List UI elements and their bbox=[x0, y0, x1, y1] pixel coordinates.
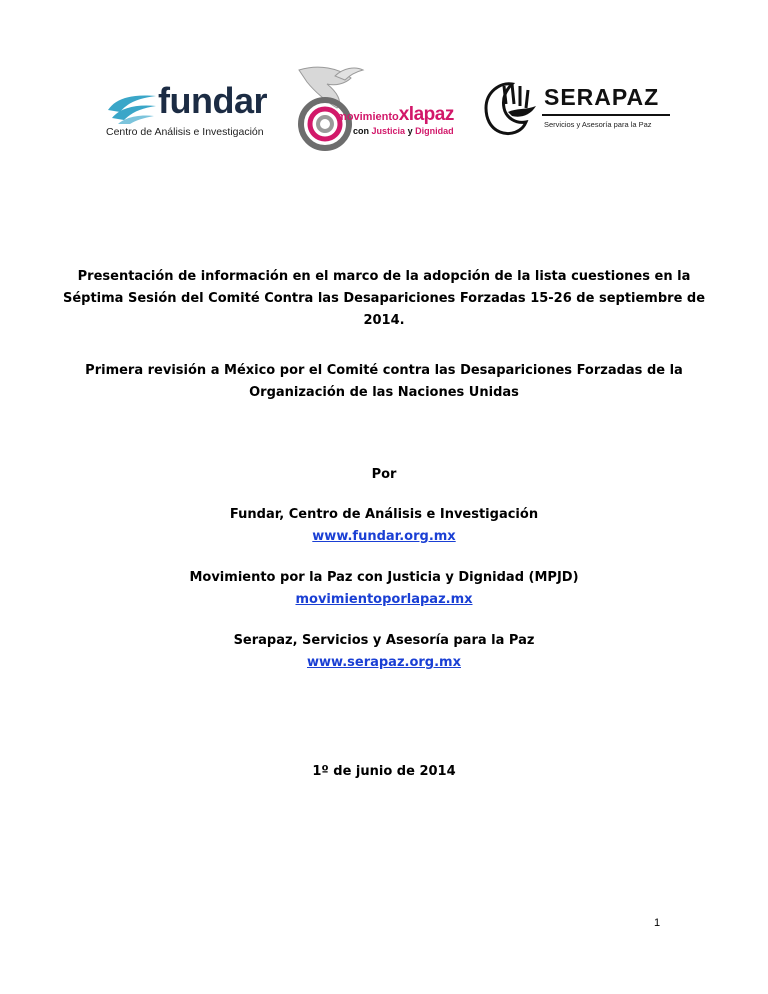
org-name: Fundar, Centro de Análisis e Investigación bbox=[229, 507, 539, 522]
mpjd-movimiento: movimiento bbox=[337, 111, 399, 123]
mpjd-y: y bbox=[407, 126, 413, 136]
mpjd-wordmark bbox=[337, 104, 454, 126]
fundar-tagline: Centro de Análisis e Investigación bbox=[106, 126, 264, 138]
mpjd-justicia: Justicia bbox=[371, 126, 406, 136]
title-line-3: 2014. bbox=[363, 313, 405, 328]
serapaz-wordmark: SERAPAZ bbox=[544, 84, 660, 110]
fundar-logo bbox=[106, 82, 268, 142]
mpjd-tagline bbox=[353, 126, 454, 136]
title-line-1: Presentación de información en el marco de la adopción de la lista cuestiones en la bbox=[77, 269, 691, 284]
serapaz-logo bbox=[482, 76, 672, 146]
logo-bar bbox=[0, 62, 768, 154]
serapaz-tagline: Servicios y Asesoría para la Paz bbox=[544, 120, 652, 129]
mpjd-xlapaz: xlapaz bbox=[398, 104, 454, 125]
org-fundar bbox=[0, 504, 768, 548]
mpjd-con: con bbox=[353, 126, 370, 136]
org-link[interactable]: www.serapaz.org.mx bbox=[307, 655, 461, 670]
by-label: Por bbox=[371, 467, 397, 482]
org-link[interactable]: www.fundar.org.mx bbox=[312, 529, 456, 544]
document-date: 1º de junio de 2014 bbox=[312, 764, 456, 779]
mpjd-dignidad: Dignidad bbox=[415, 126, 454, 136]
serapaz-hand-dove-icon bbox=[482, 78, 542, 140]
title-line-2: Séptima Sesión del Comité Contra las Desapariciones Forzadas 15-26 de septiembre de bbox=[62, 291, 706, 306]
page-number: 1 bbox=[654, 917, 661, 929]
org-serapaz bbox=[0, 630, 768, 674]
mpjd-logo bbox=[289, 62, 459, 154]
subtitle-line-2: Organización de las Naciones Unidas bbox=[249, 385, 519, 400]
subtitle-line-1: Primera revisión a México por el Comité contra las Desapariciones Forzadas de la bbox=[85, 363, 683, 378]
org-mpjd bbox=[0, 567, 768, 611]
document-title bbox=[0, 266, 768, 332]
org-link[interactable]: movimientoporlapaz.mx bbox=[295, 592, 473, 607]
org-name: Movimiento por la Paz con Justicia y Dignidad (MPJD) bbox=[189, 570, 579, 585]
fundar-wordmark: fundar bbox=[158, 80, 267, 121]
document-subtitle bbox=[0, 360, 768, 404]
org-name: Serapaz, Servicios y Asesoría para la Paz bbox=[233, 633, 535, 648]
fundar-waves-icon bbox=[106, 84, 158, 124]
